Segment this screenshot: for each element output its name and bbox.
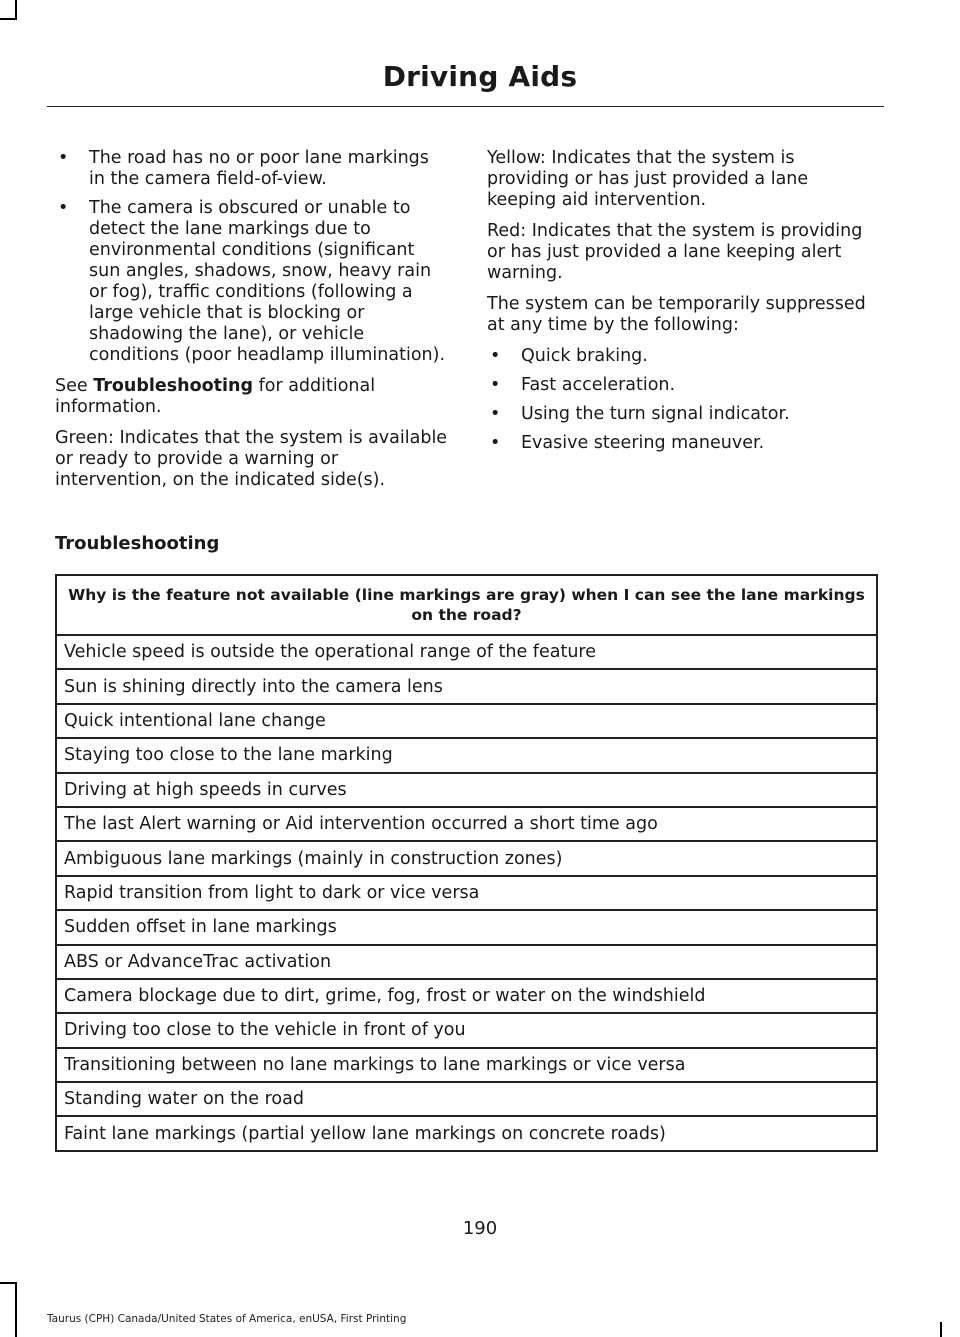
table-row: ABS or AdvanceTrac activation <box>56 945 877 979</box>
list-item: • Fast acceleration. <box>487 375 882 396</box>
crop-mark-bottom-left <box>15 1282 17 1337</box>
list-item: • Quick braking. <box>487 346 882 367</box>
page-number: 190 <box>462 1218 498 1239</box>
table-row: Standing water on the road <box>56 1082 877 1116</box>
crop-mark-top-left <box>15 0 17 20</box>
crop-mark-top-left-h <box>0 18 17 20</box>
left-column <box>55 148 450 501</box>
table-row: Transitioning between no lane markings to lane markings or vice versa <box>56 1048 877 1082</box>
header-divider <box>47 106 884 107</box>
suppress-list <box>487 346 882 454</box>
suppress-text: The system can be temporarily suppressed at any time by the following: <box>487 294 866 335</box>
list-item: • The camera is obscured or unable to detect the lane markings due to environmental conditions (significant sun angles, shadows, snow, heavy rain or fog), traffic conditions (following a large vehicle that is blocking or shadowing the lane), or vehicle conditions (poor headlamp illumination). <box>55 198 450 366</box>
table-row: Rapid transition from light to dark or vice versa <box>56 876 877 910</box>
crop-mark-bottom-right <box>940 1322 942 1337</box>
see-troubleshooting-paragraph: See Troubleshooting for additional information. <box>55 376 376 417</box>
table-row: The last Alert warning or Aid intervention occurred a short time ago <box>56 807 877 841</box>
footer-text: Taurus (CPH) Canada/United States of America, enUSA, First Printing <box>47 1313 407 1325</box>
list-item: • Using the turn signal indicator. <box>487 404 882 425</box>
troubleshooting-heading: Troubleshooting <box>55 533 220 554</box>
red-indicator-text: Red: Indicates that the system is providing or has just provided a lane keeping alert warning. <box>487 221 863 283</box>
right-column <box>487 148 882 464</box>
table-row: Ambiguous lane markings (mainly in construction zones) <box>56 841 877 875</box>
table-row: Vehicle speed is outside the operational range of the feature <box>56 635 877 669</box>
crop-mark-bottom-left-h <box>0 1282 17 1284</box>
table-row: Staying too close to the lane marking <box>56 738 877 772</box>
table-row: Quick intentional lane change <box>56 704 877 738</box>
list-item: • The road has no or poor lane markings in the camera field-of-view. <box>55 148 450 190</box>
troubleshooting-reference: Troubleshooting <box>93 376 254 396</box>
troubleshooting-table <box>55 574 878 1152</box>
table-row: Faint lane markings (partial yellow lane markings on concrete roads) <box>56 1116 877 1150</box>
table-row: Driving at high speeds in curves <box>56 773 877 807</box>
green-indicator-text: Green: Indicates that the system is available or ready to provide a warning or intervention, on the indicated side(s). <box>55 428 448 490</box>
table-row: Camera blockage due to dirt, grime, fog, frost or water on the windshield <box>56 979 877 1013</box>
table-row: Driving too close to the vehicle in front of you <box>56 1013 877 1047</box>
table-row: Sun is shining directly into the camera lens <box>56 669 877 703</box>
list-item: • Evasive steering maneuver. <box>487 433 882 454</box>
page-title: Driving Aids <box>382 60 578 93</box>
table-header: Why is the feature not available (line markings are gray) when I can see the lane markings on the road? <box>56 575 877 635</box>
table-row: Sudden offset in lane markings <box>56 910 877 944</box>
condition-list <box>55 148 450 366</box>
yellow-indicator-text: Yellow: Indicates that the system is providing or has just provided a lane keeping aid intervention. <box>487 148 809 210</box>
